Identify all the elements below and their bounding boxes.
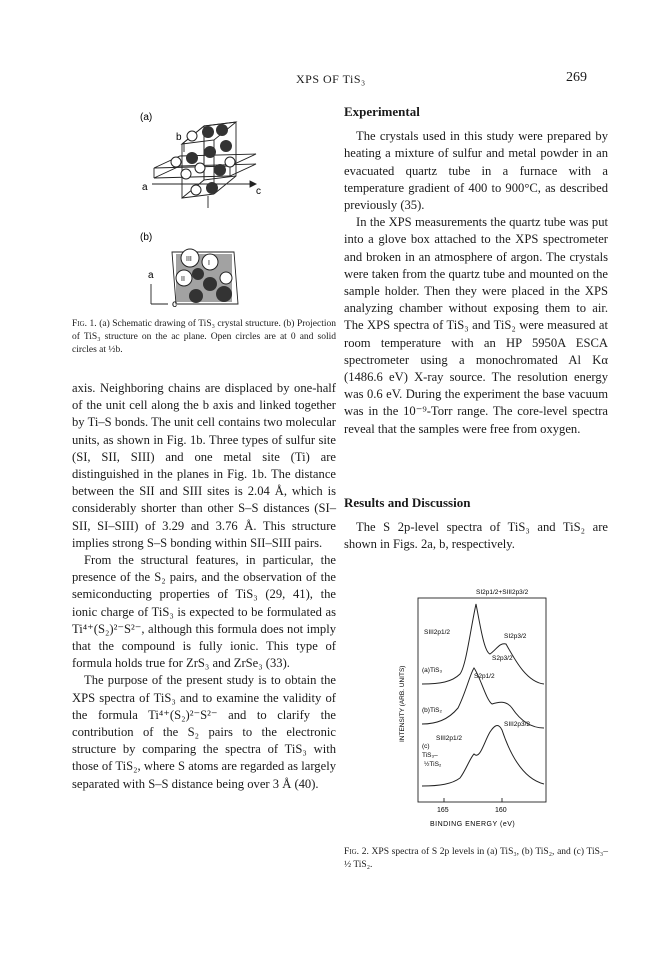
fig1b-axes <box>151 284 168 304</box>
figure-1 <box>80 108 340 316</box>
fig1-panel-b-label: (b) <box>140 232 153 243</box>
figure-2-caption-label: Fig. 2. <box>344 847 369 857</box>
fig1-panel-a-label: (a) <box>140 112 153 123</box>
site-label-i: I <box>208 260 210 267</box>
label-s-2p32: S2p3/2 <box>492 655 513 662</box>
projection-drawing <box>172 249 238 304</box>
fig1-axis-c-label: c <box>256 186 261 197</box>
label-c: (c) <box>422 743 430 750</box>
label-c-tis3: TiS₃– <box>422 752 438 759</box>
figure-1-caption-text: (a) Schematic drawing of TiS₃ crystal structure. (b) Projection of TiS₃ structure on the ac plane. Open circles are at 0 and solid circles at ½b. <box>72 319 337 355</box>
label-siii-2p12: SIII2p1/2 <box>424 629 451 636</box>
figure-1-caption <box>72 318 336 357</box>
label-siii-2p32: SIII2p3/2 <box>504 721 531 728</box>
label-c-siii-2p12: SIII2p1/2 <box>436 735 463 742</box>
x-axis-label: BINDING ENERGY (eV) <box>430 821 516 828</box>
x-tick-160: 160 <box>495 807 507 814</box>
figure-2-caption <box>344 846 608 872</box>
results-heading: Results and Discussion <box>344 495 471 510</box>
label-b-tis2: (b)TiS₂ <box>422 707 442 714</box>
paragraph-purpose: The purpose of the present study is to obtain the XPS spectra of TiS₃ and to examine the validity of the formula Ti⁴⁺(S₂)²⁻S²⁻ and to clarify the contribution of the S₂ pairs to the electronic structure by comparing the spectra of TiS₃ with those of TiS₂, where S atoms are regarded as largely separated with S–S distance being over 3 Å (40). <box>72 673 336 791</box>
paragraph-structure: axis. Neighboring chains are displaced by one-half of the unit cell along the b axis and linked together by Ti–S bonds. The unit cell contains two molecular units, as shown in Fig. 1b. Three types of sulfur site (SI, SII, SIII) and one metal site (Ti) are distinguished in the planes in Fig. 1b. The distance between the SII and SIII sites is 2.04 Å, which is considerably shorter than other S–S distances (SI–SII, SI–SIII) of 3.29 and 3.76 Å. This structure implies strong S–S bonding within SII–SIII pairs. <box>72 381 336 550</box>
fig2-y-axis-label: INTENSITY (ARB. UNITS) <box>399 665 406 742</box>
page-header <box>0 72 672 92</box>
page-number: 269 <box>566 70 587 85</box>
figure-2 <box>396 582 564 842</box>
label-c-half-tis2: ½TiS₂ <box>424 761 442 768</box>
label-si-2p32: SI2p3/2 <box>504 633 527 640</box>
fig1b-axis-a-label: a <box>148 270 154 281</box>
paragraph-features: From the structural features, in particular, the presence of the S₂ pairs, and the observation of the semiconducting properties of TiS₃ (29, 41), the ionic charge of TiS₃ is expected to be formulated as Ti⁴⁺(S₂)²⁻S²⁻, although this formula does not imply that the compound is fully ionic. This type of formula holds true for ZrS₃ and ZrSe₃ (33). <box>72 553 336 671</box>
experimental-section <box>344 103 608 438</box>
experimental-heading: Experimental <box>344 104 420 119</box>
left-column-text <box>72 380 336 793</box>
x-tick-165: 165 <box>437 807 449 814</box>
site-label-iii: III <box>186 256 192 263</box>
experimental-paragraph-1: The crystals used in this study were prepared by heating a mixture of sulfur and metal powder in an evacuated quartz tube in a furnace with a temperature gradient of 400 to 900°C, as described previously (35). <box>344 129 608 213</box>
fig1-axis-a-label: a <box>142 182 148 193</box>
figure-2-caption-text: XPS spectra of S 2p levels in (a) TiS₃, (b) TiS₂, and (c) TiS₃–½ TiS₂. <box>344 847 608 870</box>
fig1b-axis-c-label: c <box>172 299 177 310</box>
results-section <box>344 494 608 554</box>
results-paragraph: The S 2p-level spectra of TiS₃ and TiS₂ are shown in Figs. 2a, b, respectively. <box>344 520 608 552</box>
fig1-axis-b-label: b <box>176 132 182 143</box>
label-s-2p12: S2p1/2 <box>474 673 495 680</box>
site-label-ii: II <box>181 276 185 283</box>
fig2-top-peak-label: SI2p1/2+SIII2p3/2 <box>476 589 529 596</box>
figure-1-caption-label: Fig. 1. <box>72 319 97 329</box>
experimental-paragraph-2: In the XPS measurements the quartz tube was put into a glove box attached to the XPS spectrometer and broken in an atmosphere of argon. The crystals were taken from the quartz tube and mounted on the sample holder. Then they were placed in the XPS analyzing chamber without exposing them to air. The XPS spectra of TiS₃ and TiS₂ were measured at room temperature with an HP 5950A ESCA spectrometer using a monochromated Al Kα (1486.6 eV) X-ray source. The resolution energy was 0.6 eV. During the experiment the base vacuum was in the 10⁻⁹-Torr range. The core-level spectra reveal that the samples were free from oxygen. <box>344 215 608 436</box>
label-a-tis3: (a)TiS₃ <box>422 667 443 674</box>
running-title: XPS OF TiS₃ <box>296 72 366 86</box>
